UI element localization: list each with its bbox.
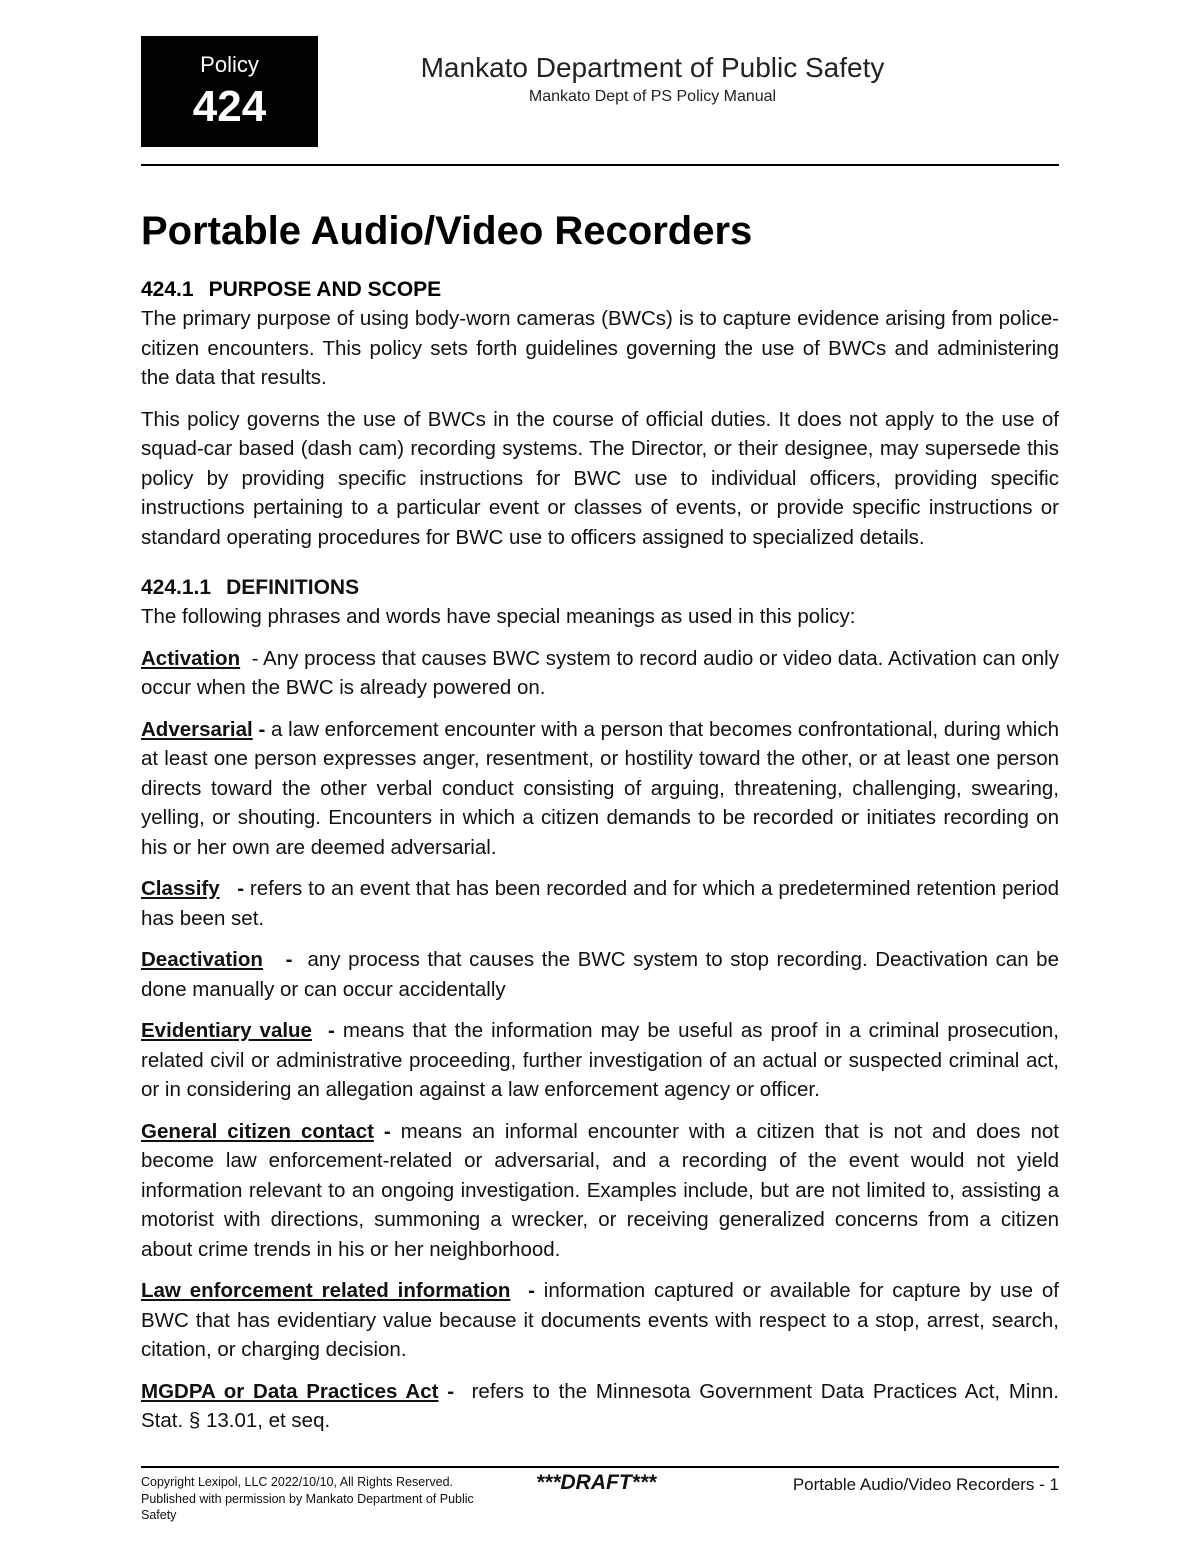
- definition-dash: -: [447, 1379, 455, 1403]
- definition-term: Evidentiary value: [141, 1019, 312, 1042]
- definition-term: Law enforcement related information: [141, 1279, 511, 1302]
- section-heading: [141, 276, 1059, 304]
- definition-term: Activation: [141, 646, 241, 670]
- definition-term: Deactivation: [141, 948, 263, 971]
- definitions-intro: The following phrases and words have special meanings as used in this policy:: [141, 605, 856, 628]
- section-number: 424.1: [141, 278, 194, 301]
- definition-text: Any process that causes BWC system to record audio or video data. Activation can only occur when the BWC is already powered on.: [141, 646, 1059, 699]
- policy-number: 424: [192, 82, 267, 131]
- definition-item: [141, 715, 1059, 863]
- definition-dash: -: [528, 1279, 535, 1302]
- definition-item: [141, 644, 1059, 703]
- definition-item: [141, 1276, 1059, 1365]
- page-label: Portable Audio/Video Recorders - 1: [792, 1475, 1059, 1494]
- definition-term: General citizen contact: [141, 1119, 374, 1143]
- definition-text: refers to the Minnesota Government Data Practices Act, Minn. Stat. § 13.01, et seq.: [141, 1379, 1059, 1432]
- definition-term: MGDPA or Data Practices Act: [141, 1379, 439, 1403]
- document-title: Portable Audio/Video Recorders: [141, 209, 753, 253]
- section-title: PURPOSE AND SCOPE: [208, 278, 442, 301]
- definition-item: [141, 1377, 1059, 1436]
- definition-item: [141, 874, 1059, 933]
- definition-text: means an informal encounter with a citizen that is not and does not become law enforcement-related or adversarial, and a recording of the event would not yield information relevant to an ongoing investigation. Examples include, but are not limited to, assisting a motorist with directions, summoning a wrecker, or receiving generalized concerns from a citizen about crime trends in his or her neighborhood.: [141, 1119, 1059, 1261]
- header-divider: [141, 164, 1059, 166]
- manual-name: Mankato Dept of PS Policy Manual: [528, 88, 777, 105]
- definition-dash: -: [328, 1019, 335, 1042]
- definition-item: [141, 1016, 1059, 1105]
- definition-dash: -: [383, 1119, 391, 1143]
- definition-dash: -: [285, 948, 293, 971]
- definition-text: information captured or available for capture by use of BWC that has evidentiary value because it documents events with respect to a stop, arrest, search, citation, or charging decision.: [141, 1279, 1060, 1361]
- definition-dash: -: [258, 717, 266, 741]
- definition-dash: -: [251, 646, 259, 670]
- copyright-line-2: Published with permission by Mankato Department of Public Safety: [141, 1491, 474, 1522]
- purpose-paragraph-2: This policy governs the use of BWCs in the course of official duties. It does not apply to the use of squad-car based (dash cam) recording systems. The Director, or their designee, may supersede this policy by providing specific instructions for BWC use to individual officers, providing specific instructions pertaining to a particular event or classes of events, or provide specific instructions or standard operating procedures for BWC use to officers assigned to specialized details.: [141, 407, 1059, 549]
- definition-term: Classify: [141, 877, 220, 900]
- definition-term: Adversarial: [141, 717, 253, 741]
- subsection-title: DEFINITIONS: [226, 576, 360, 599]
- copyright-notice: [141, 1474, 511, 1524]
- copyright-line-1: Copyright Lexipol, LLC 2022/10/10, All Rights Reserved.: [141, 1475, 453, 1489]
- draft-watermark: ***DRAFT***: [536, 1471, 657, 1494]
- definition-text: a law enforcement encounter with a person that becomes confrontational, during which at least one person expresses anger, resentment, or hostility toward the other, or at least one person directs toward the other verbal conduct consisting of arguing, threatening, challenging, swearing, yelling, or shouting. Encounters in which a citizen demands to be recorded or initiates recording on his or her own are deemed adversarial.: [141, 717, 1059, 859]
- footer-divider: [141, 1466, 1059, 1468]
- subsection-number: 424.1.1: [141, 576, 212, 599]
- purpose-paragraph-1: The primary purpose of using body-worn cameras (BWCs) is to capture evidence arising from police-citizen encounters. This policy sets forth guidelines governing the use of BWCs and administering the data that results.: [141, 307, 1059, 389]
- policy-label: Policy: [200, 52, 259, 77]
- definition-text: any process that causes the BWC system to stop recording. Deactivation can be done manually or can occur accidentally: [141, 948, 1059, 1001]
- definition-item: [141, 945, 1059, 1004]
- document-body: [141, 206, 1059, 1448]
- definition-item: [141, 1117, 1059, 1265]
- definition-dash: -: [237, 877, 245, 900]
- definition-text: means that the information may be useful as proof in a criminal prosecution, related civil or administrative proceeding, further investigation of an actual or suspected criminal act, or in considering an allegation against a law enforcement agency or officer.: [141, 1019, 1059, 1101]
- definition-text: refers to an event that has been recorded and for which a predetermined retention period has been set.: [141, 877, 1059, 930]
- policy-badge: [141, 36, 318, 147]
- subsection-heading: [141, 574, 1059, 602]
- department-name: Mankato Department of Public Safety: [420, 52, 885, 83]
